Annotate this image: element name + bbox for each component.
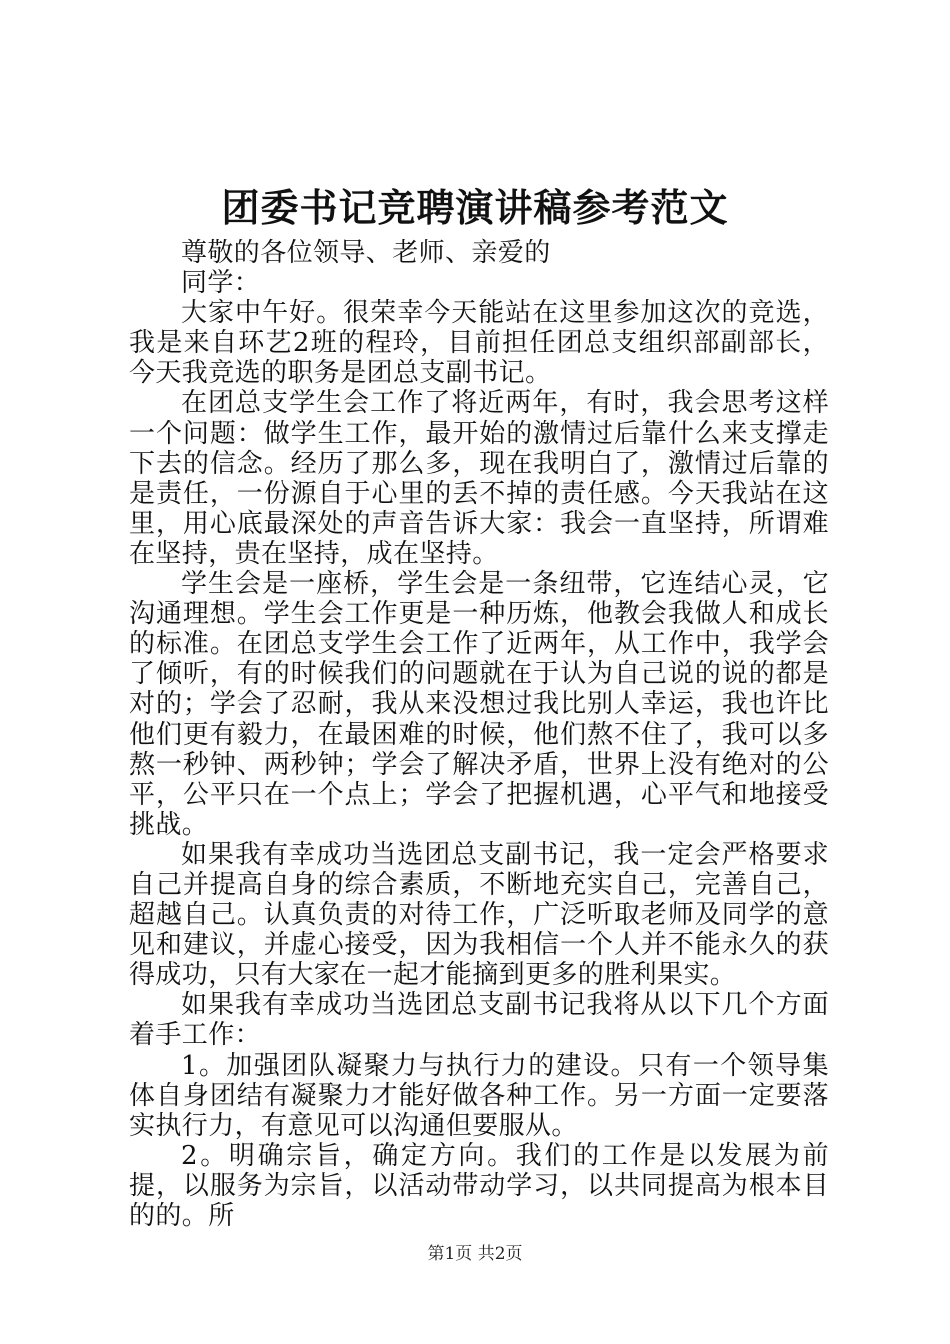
document-body [129, 238, 829, 1231]
body-paragraph: 在团总支学生会工作了将近两年，有时，我会思考这样一个问题：做学生工作，最开始的激情过后靠什么来支撑走下去的信念。经历了那么多，现在我明白了，激情过后靠的是责任，一份源自于心里的丢不掉的责任感。今天我站在这里，用心底最深处的声音告诉大家：我会一直坚持，所谓难在坚持，贵在坚持，成在坚持。 [129, 388, 829, 569]
salutation-line: 同学： [181, 268, 261, 299]
body-paragraph: 学生会是一座桥，学生会是一条纽带，它连结心灵，它沟通理想。学生会工作更是一种历炼，他教会我做人和成长的标准。在团总支学生会工作了近两年，从工作中，我学会了倾听，有的时候我们的问题就在于认为自己说的说的都是对的；学会了忍耐，我从来没想过我比别人幸运，我也许比他们更有毅力，在最困难的时候，他们熬不住了，我可以多熬一秒钟、两秒钟；学会了解决矛盾，世界上没有绝对的公平，公平只在一个点上；学会了把握机遇，心平气和地接受挑战。 [129, 569, 829, 840]
salutation-line: 尊敬的各位领导、老师、亲爱的 [181, 238, 551, 268]
list-paragraph: 1。加强团队凝聚力与执行力的建设。只有一个领导集体自身团结有凝聚力才能好做各种工作。另一方面一定要落实执行力，有意见可以沟通但要服从。 [129, 1050, 829, 1141]
list-paragraph: 2。明确宗旨，确定方向。我们的工作是以发展为前提，以服务为宗旨，以活动带动学习，以共同提高为根本目的的。所 [129, 1140, 829, 1231]
body-paragraph: 大家中午好。很荣幸今天能站在这里参加这次的竞选，我是来自环艺2班的程玲，目前担任团总支组织部副部长，今天我竞选的职务是团总支副书记。 [129, 298, 829, 389]
document-title: 团委书记竞聘演讲稿参考范文 [221, 185, 729, 230]
page-number-footer: 第1页 共2页 [427, 1244, 523, 1264]
body-paragraph: 如果我有幸成功当选团总支副书记，我一定会严格要求自己并提高自身的综合素质，不断地充实自己，完善自己，超越自己。认真负责的对待工作，广泛听取老师及同学的意见和建议，并虚心接受，因为我相信一个人并不能永久的获得成功，只有大家在一起才能摘到更多的胜利果实。 [129, 839, 829, 991]
body-paragraph: 如果我有幸成功当选团总支副书记我将从以下几个方面着手工作： [129, 990, 829, 1051]
